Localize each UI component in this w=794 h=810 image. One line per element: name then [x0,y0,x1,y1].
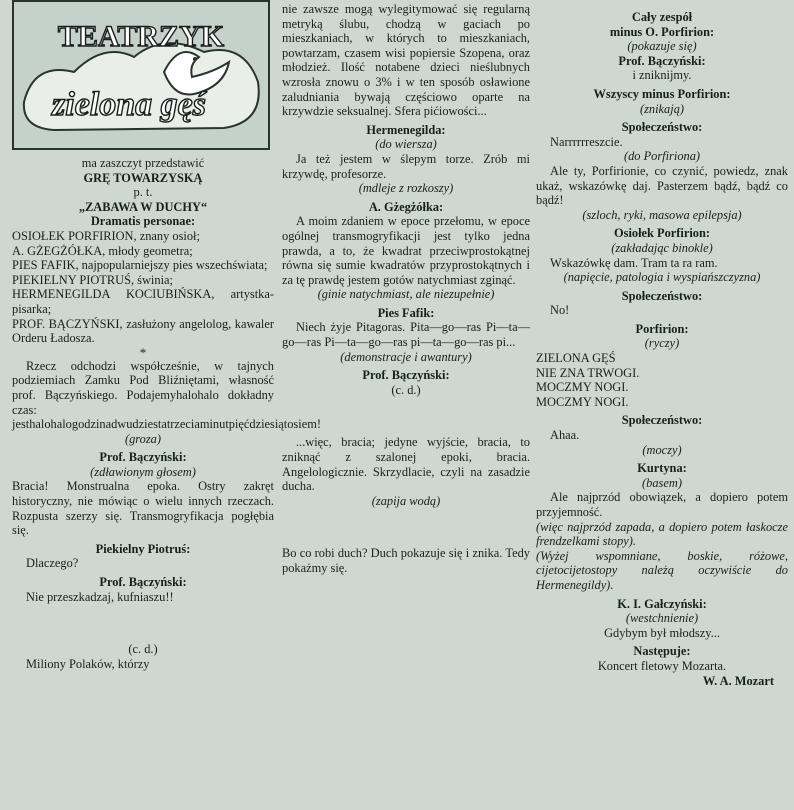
stage-direction: (pokazuje się) [627,39,697,54]
dialogue-paragraph: Niech żyje Pitagoras. Pita—go—ras Pi—ta—go—ras Pi—ta—go—ras pi—ta—go—ras pi... [282,320,530,350]
speaker-name: Porfirion: [635,321,689,336]
section-separator: * [139,344,147,360]
stage-direction: (szloch, ryki, masowa epilepsja) [582,207,742,222]
text-paragraph: ZIELONA GĘŚ [536,351,616,366]
centered-line: (c. d.) [128,642,158,657]
column-1-text [12,156,321,671]
centered-line: i zniknijmy. [632,68,692,83]
stage-direction: (napięcie, patologia i wyspiańszczyzna) [563,270,761,285]
speaker-name: Piekielny Piotruś: [95,541,191,556]
dialogue-paragraph: ...więc, bracia; jedyne wyjście, bracia, to zniknąć z szalonej epoki, bracia. Angelologicznie. Skrzydlacie, czyli na zasadzie ducha. [282,435,530,494]
speaker-name: Prof. Bączyński: [362,368,450,383]
dialogue-paragraph: No! [550,303,570,318]
text-paragraph: PROF. BĄCZYŃSKI, zasłużony angelolog, kawaler Orderu Ładosza. [12,316,274,346]
logo-bottom-text: zielona gęś [52,86,206,123]
stage-direction: (zakładając binokle) [611,240,713,255]
text-paragraph: MOCZMY NOGI. [536,380,629,395]
dialogue-paragraph: Ale ty, Porfirionie, co czynić, powiedz, znak ukaż, wskazówkę daj. Pasterzem bądź, bądź co bądź! [536,163,788,208]
speaker-name: Pies Fafik: [377,305,435,320]
logo-top-text: TEATRZYK [57,20,225,53]
speaker-name: Prof. Bączyński: [99,450,187,465]
stage-direction: (Wyżej wspomniane, boskie, różowe, cijetocijetostopy należą oczywiście do Hermenegildy). [536,548,788,592]
speaker-name: Społeczeństwo: [621,288,703,303]
text-paragraph: PIES FAFIK, najpopularniejszy pies wszechświata; [12,258,268,273]
text-paragraph: A. GŻEGŻÓŁKA, młody geometra; [12,243,193,258]
dialogue-paragraph: Wskazówkę dam. Tram ta ra ram. [550,255,718,270]
dialogue-paragraph: Nie przeszkadzaj, kufniaszu!! [26,589,174,604]
text-paragraph: nie zawsze mogą wylegitymować się regularną metryką ślubu, chodzą w gaciach po mieszkaniach, w których to mieszkaniach, powtarzam, czasem wisi popiersie Szopena, oraz młodzież. Ilość notabene dzieci nieślubnych wzrosła znowu o 3% i w ten sposób osławione zaludniania bywają częściowo oparte na krzywdzie seksualnej. Sfera pićiowości... [282,2,530,119]
column-3-text [536,10,788,688]
stage-direction: (do wiersza) [375,137,437,152]
stage-direction: (mdleje z rozkoszy) [358,181,454,196]
dialogue-paragraph: Miliony Polaków, którzy [26,656,150,671]
heading-line: GRĘ TOWARZYSKĄ [83,170,203,185]
heading-line: Cały zespół [631,10,693,24]
column-3 [536,10,788,810]
spacer [282,413,530,419]
centered-line: Gdybym był młodszy... [604,625,720,640]
goose-logo-icon [14,2,268,148]
text-paragraph: MOCZMY NOGI. [536,394,629,409]
stage-direction: (westchnienie) [625,611,699,626]
heading-line: Dramatis personae: [90,214,196,229]
speaker-name: A. Gżegżółka: [368,199,444,214]
dialogue-paragraph: Dlaczego? [26,556,79,571]
heading-line: Prof. Bączyński: [618,53,706,68]
column-2-text [282,2,530,576]
dialogue-paragraph: Rzecz odchodzi współcześnie, w tajnych podziemiach Zamku Pod Bliźniętami, własność prof. Bączyńskiego. Podajemyhalohalo dokładny czas: jesthalohalogodzinadwudziestatrzeciaminutpięćdziesiątosiem! [12,358,321,432]
speaker-name: Kurtyna: [637,461,687,476]
stage-direction: (zapija wodą) [371,493,441,508]
dialogue-paragraph: Ahaa. [550,428,580,443]
centered-line: p. t. [133,185,153,200]
zielona-ges-logo [12,0,270,150]
text-paragraph: Bracia! Monstrualna epoka. Ostry zakręt historyczny, nie mówiąc o wielu innych rzeczach. Rozpusta szerzy się. Transmogryfikacja pogłębia się. [12,479,274,538]
stage-direction: (ginie natychmiast, ale niezupełnie) [317,287,495,302]
stage-direction: (demonstracje i awantury) [340,349,472,364]
heading-line: „ZABAWA W DUCHY“ [78,199,208,214]
signature-line: W. A. Mozart [702,673,774,688]
stage-direction: (groza) [124,431,162,446]
speaker-name: Prof. Bączyński: [99,575,187,590]
stage-direction: (basem) [642,475,682,490]
speaker-name: Wszyscy minus Porfirion: [593,86,731,101]
stage-direction: (zdławionym głosem) [90,464,196,479]
column-2 [282,2,530,802]
stage-direction: (moczy) [642,442,682,457]
text-paragraph: PIEKIELNY PIOTRUŚ, świnia; [12,272,173,287]
speaker-name: Osiołek Porfirion: [613,226,710,241]
stage-direction: (do Porfiriona) [623,149,701,164]
speaker-name: Następuje: [633,644,691,659]
spacer [282,524,530,530]
spacer [12,620,274,626]
text-paragraph: NIE ZNA TRWOGI. [536,365,640,380]
speaker-name: Społeczeństwo: [621,120,703,135]
stage-direction: (znikają) [639,101,685,116]
centered-line: (c. d.) [391,382,421,397]
stage-direction: (więc najprzód zapada, a dopiero potem łaskocze frendzelkami stopy). [536,519,788,549]
text-paragraph: Bo co robi duch? Duch pokazuje się i znika. Tedy pokażmy się. [282,546,530,575]
heading-line: minus O. Porfirion: [609,24,715,39]
speaker-name: K. I. Gałczyński: [617,596,707,611]
centered-line: Koncert fletowy Mozarta. [597,658,727,673]
centered-line: ma zaszczyt przedstawić [81,156,205,170]
column-1 [12,0,321,800]
dialogue-paragraph: A moim zdaniem w epoce przełomu, w epoce ogólnej transmogryfikacji jest tylko jedna prawda, a to, że kwadrat przeciwprostokątnej równa się sumie kwadratów przyprostokątnych i za tę prawdę jestem gotów natychmiast zginąć. [282,214,530,287]
dialogue-paragraph: Narrrrrreszcie. [550,134,623,149]
speaker-name: Społeczeństwo: [621,413,703,428]
text-paragraph: HERMENEGILDA KOCIUBIŃSKA, artystka-pisarka; [12,287,274,316]
speaker-name: Hermenegilda: [366,122,446,137]
stage-direction: (ryczy) [644,336,680,351]
dialogue-paragraph: Ja też jestem w ślepym torze. Zrób mi krzywdę, profesorze. [282,151,530,181]
text-paragraph: OSIOŁEK PORFIRION, znany osioł; [12,228,200,243]
dialogue-paragraph: Ale najprzód obowiązek, a dopiero potem przyjemność. [536,490,788,519]
